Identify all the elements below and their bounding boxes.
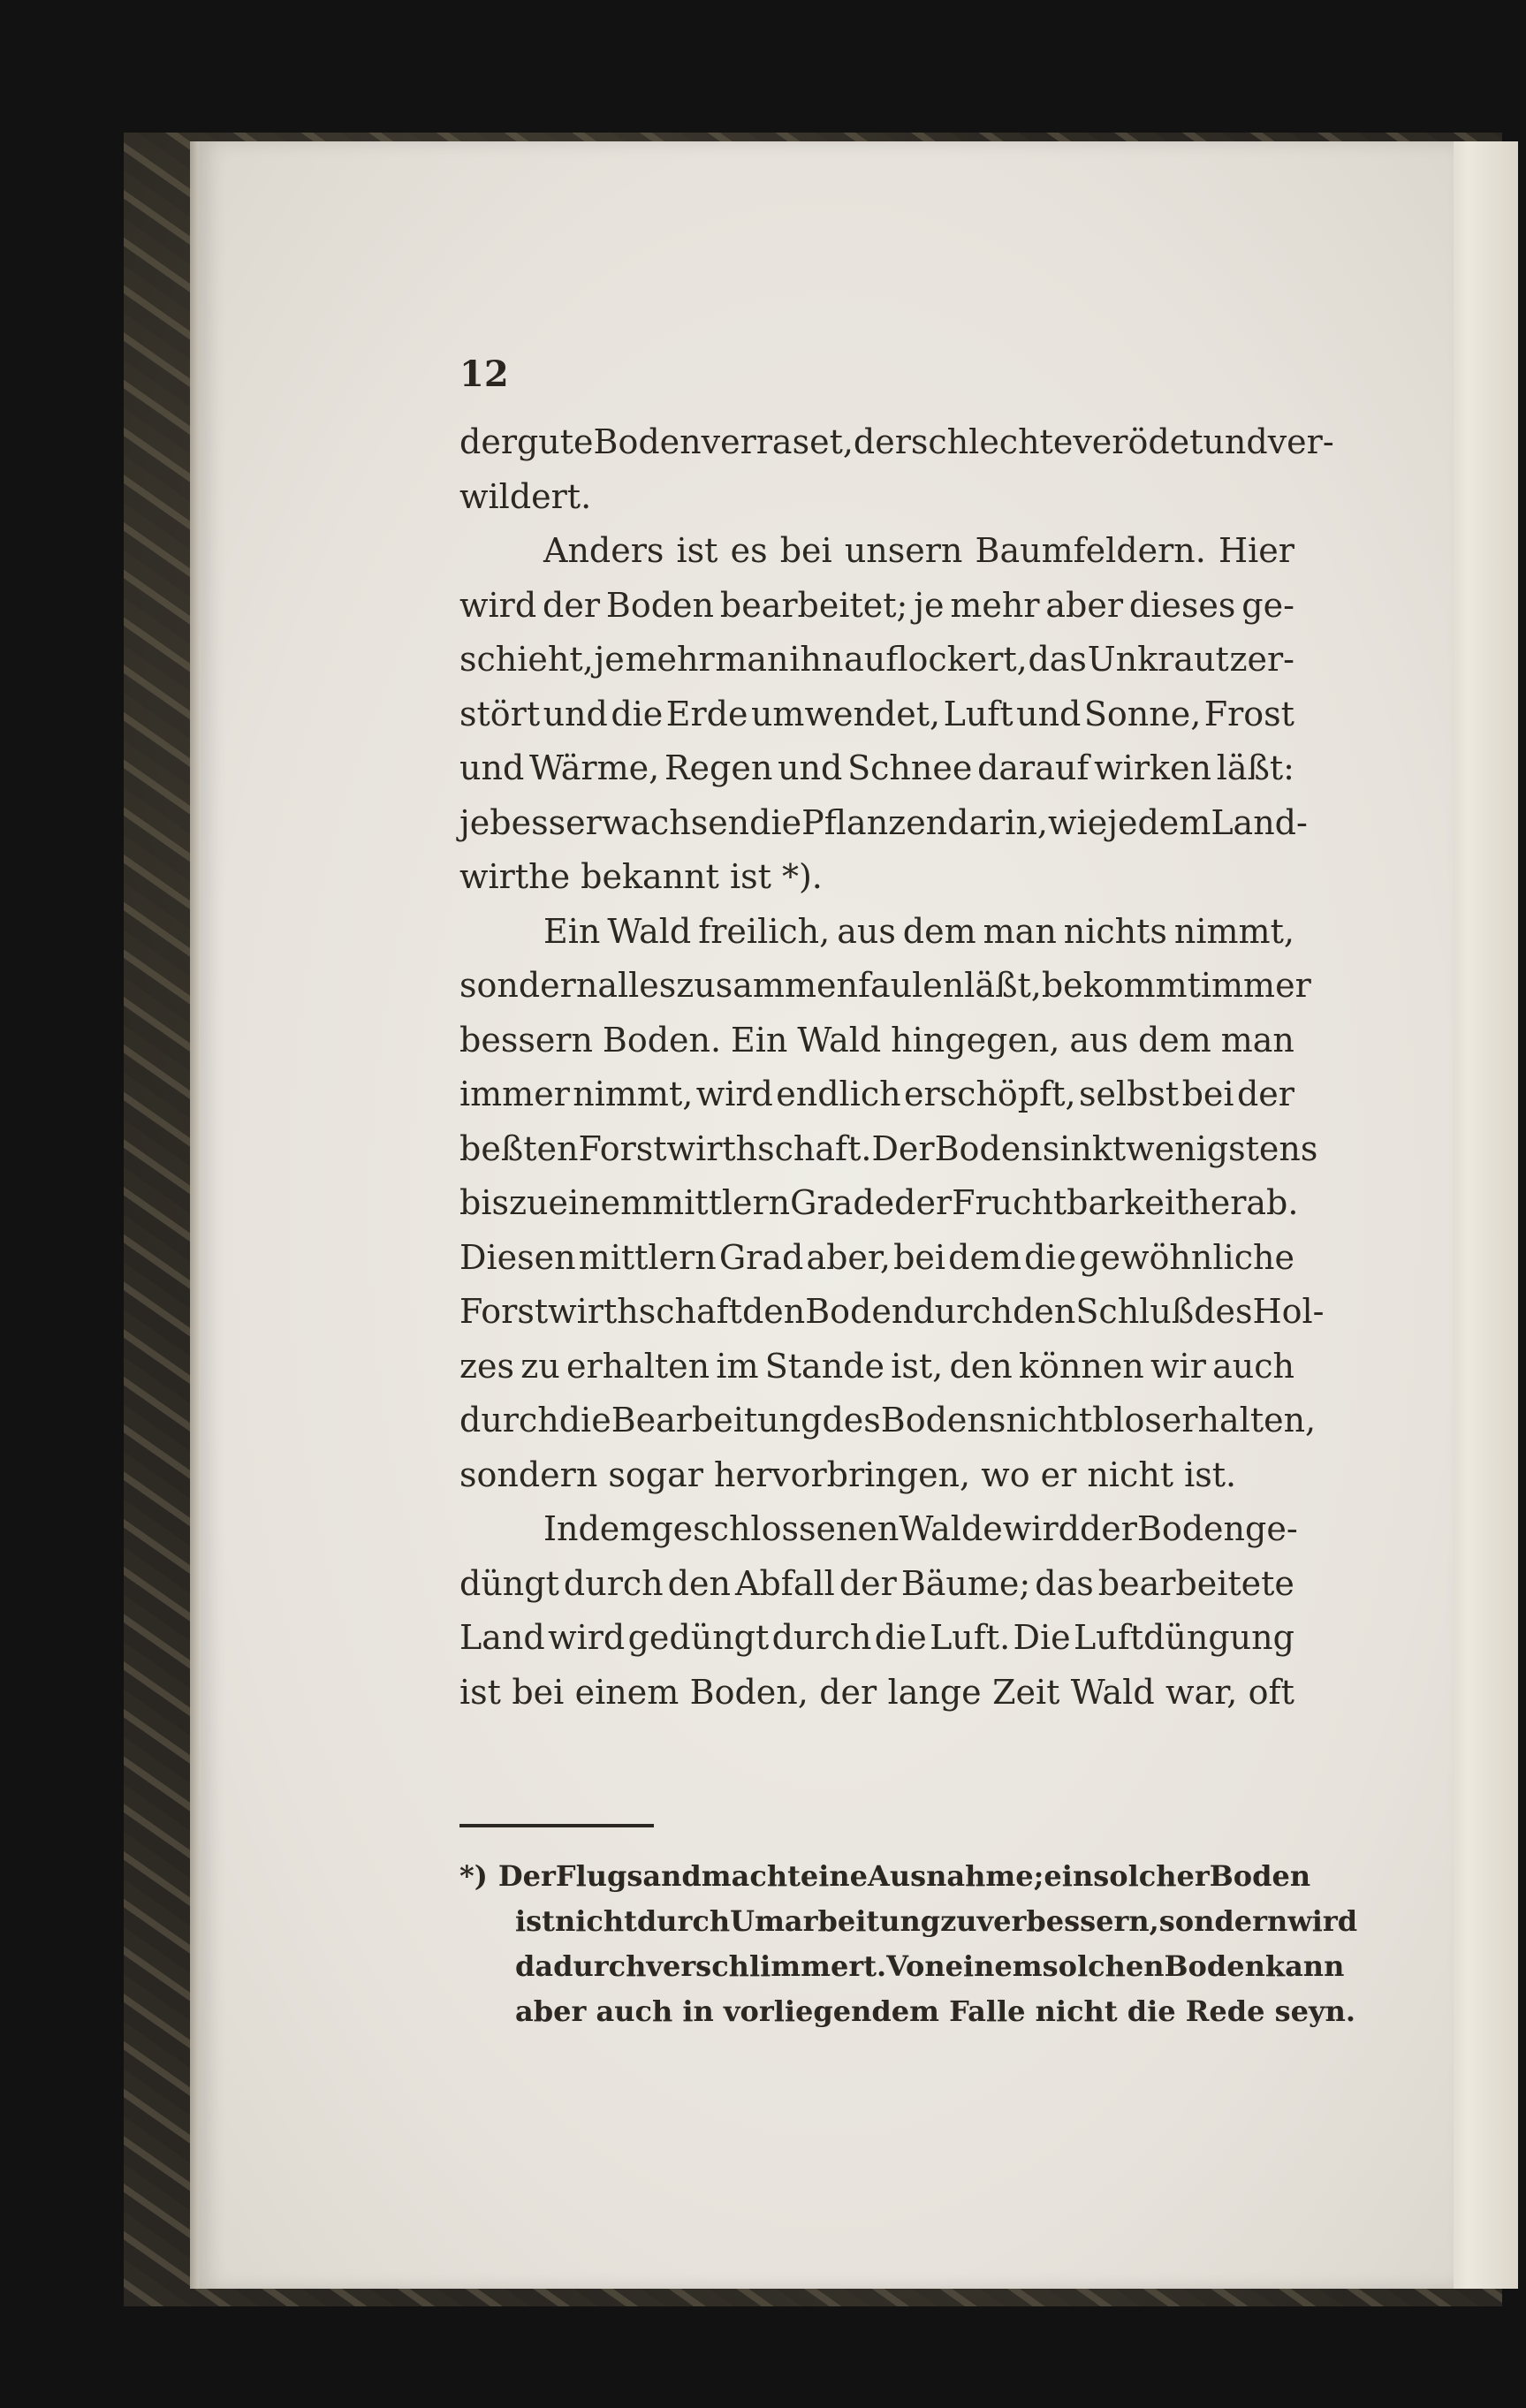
body-line: Forstwirthschaft den Boden durch den Schluß des Hol- (459, 1292, 1325, 1331)
body-line: zes zu erhalten im Stande ist, den können wir auch (459, 1346, 1294, 1386)
body-text (459, 415, 1334, 1720)
body-line: je besser wachsen die Pflanzen darin, wie jedem Land- (459, 802, 1308, 842)
body-line: sondern alles zusammenfaulen läßt, bekommt immer (459, 966, 1311, 1005)
body-line: bis zu einem mittlern Grade der Fruchtbarkeit herab. (459, 1183, 1299, 1222)
body-line: beßten Forstwirthschaft. Der Boden sinkt wenigstens (459, 1128, 1318, 1168)
body-line: sondern sogar hervorbringen, wo er nicht ist. (459, 1455, 1237, 1494)
body-line: wirthe bekannt ist *). (459, 857, 823, 896)
body-line: und Wärme, Regen und Schnee darauf wirken läßt: (459, 748, 1294, 787)
footnote (459, 1854, 1358, 2034)
body-line: In dem geschlossenen Walde wird der Boden ge- (543, 1509, 1298, 1548)
footnote-line: Der Flugsand macht eine Ausnahme; ein solcher Boden (497, 1859, 1311, 1893)
footnote-marker: *) (459, 1859, 488, 1893)
body-line: Anders ist es bei unsern Baumfeldern. Hier (543, 531, 1294, 570)
body-line: bessern Boden. Ein Wald hingegen, aus dem man (459, 1020, 1294, 1060)
body-line: durch die Bearbeitung des Bodens nicht blos erhalten, (459, 1401, 1317, 1439)
footnote-separator (459, 1824, 654, 1827)
body-line: Diesen mittlern Grad aber, bei dem die gewöhnliche (459, 1237, 1294, 1277)
body-line: wird der Boden bearbeitet; je mehr aber dieses ge- (459, 585, 1294, 625)
body-line: ist bei einem Boden, der lange Zeit Wald war, oft (459, 1672, 1294, 1712)
body-line: düngt durch den Abfall der Bäume; das bearbeitete (459, 1563, 1294, 1603)
footnote-line: dadurch verschlimmert. Von einem solchen Boden kann (515, 1949, 1345, 1983)
body-line: immer nimmt, wird endlich erschöpft, selbst bei der (459, 1075, 1294, 1113)
body-line: stört und die Erde umwendet, Luft und Sonne, Frost (459, 694, 1294, 733)
body-line: schieht, je mehr man ihn auflockert, das Unkraut zer- (459, 640, 1294, 679)
page-number: 12 (459, 353, 509, 395)
footnote-line: ist nicht durch Umarbeitung zu verbessern, sondern wird (515, 1904, 1358, 1938)
body-line: Land wird gedüngt durch die Luft. Die Luftdüngung (459, 1618, 1294, 1657)
body-line: der gute Boden verraset, der schlechte verödet und ver- (459, 422, 1334, 461)
body-line: Ein Wald freilich, aus dem man nichts nimmt, (543, 911, 1294, 951)
footnote-line: aber auch in vorliegendem Falle nicht die Rede seyn. (515, 1994, 1355, 2028)
body-line: wildert. (459, 476, 592, 516)
